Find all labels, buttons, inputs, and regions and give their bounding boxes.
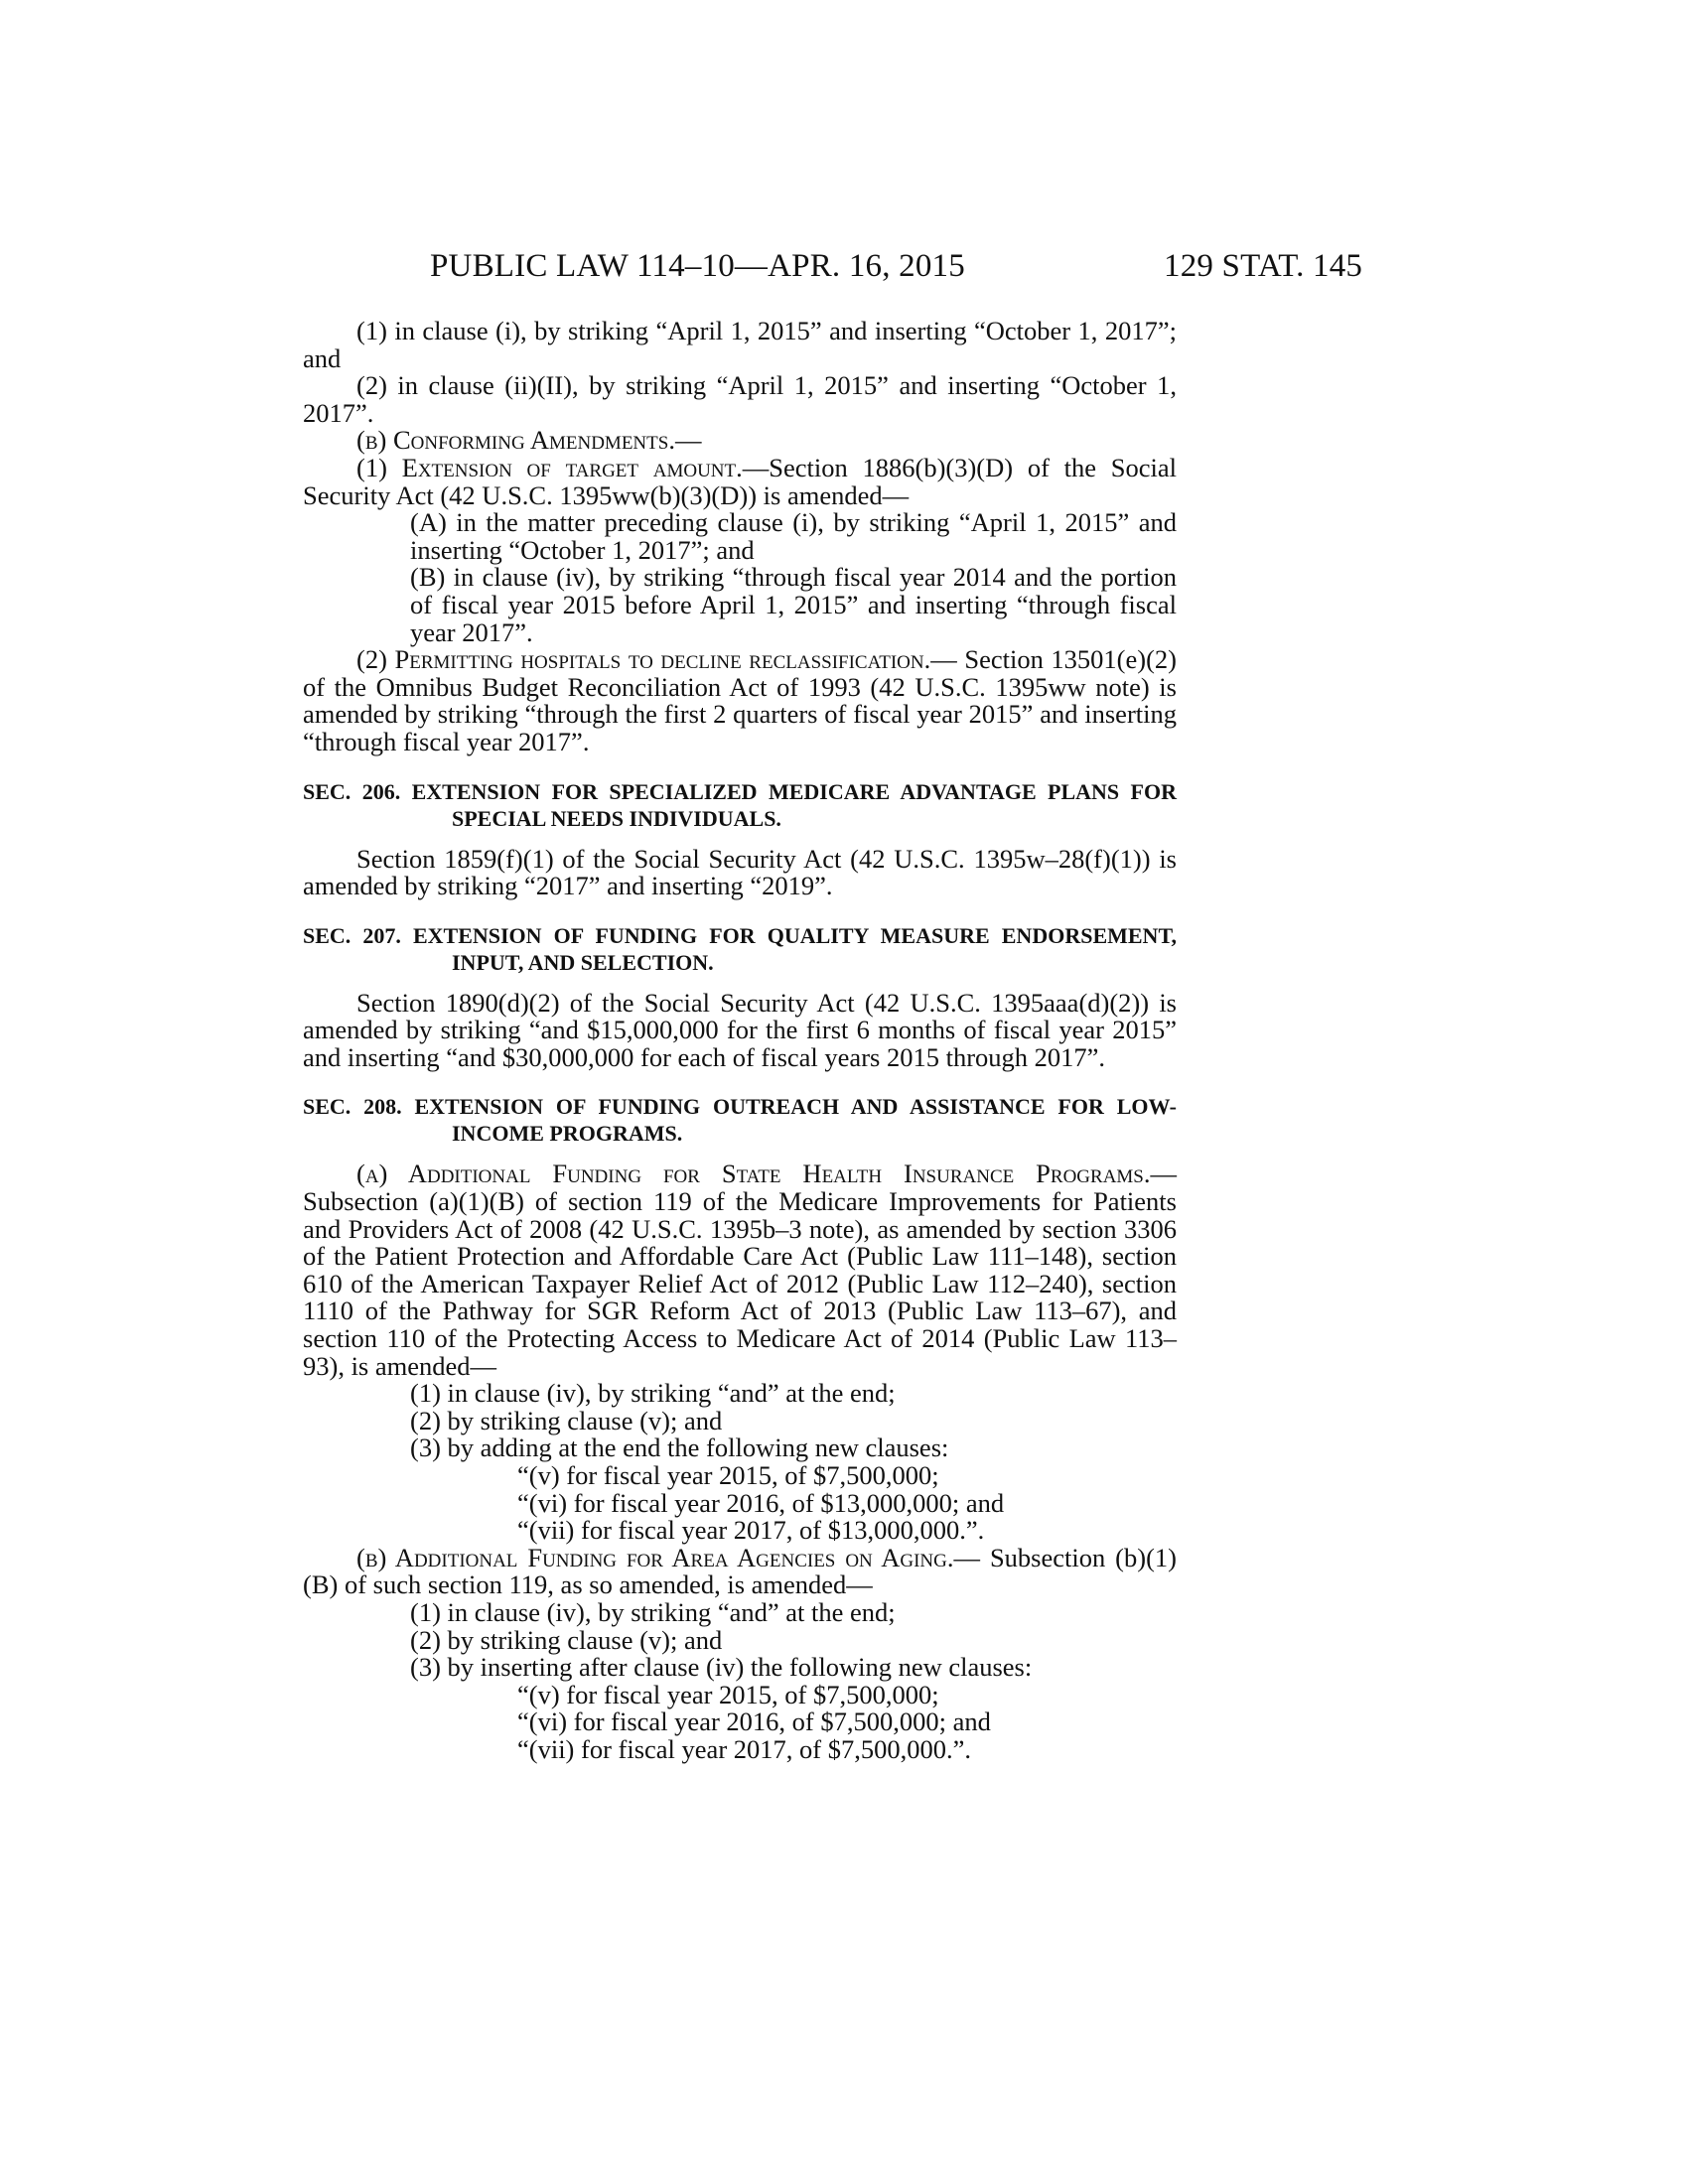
list-item: (2) by striking clause (v); and [410,1624,723,1655]
subparagraph: (B) in clause (iv), by striking “through fiscal year 2014 and the portion of fiscal year 2015 before April 1, 2015” and inserting “through fiscal year 2017”. [410,562,1177,647]
paragraph: (2) Permitting hospitals to decline reclassification.— Section 13501(e)(2) of the Omnibus Budget Reconciliation Act of 1993 (42 U.S.C. 1395ww note) is amended by striking “through the first 2 quarters of fiscal year 2015” and inserting “through fiscal year 2017”. [303,644,1177,756]
paragraph: Section 1859(f)(1) of the Social Security Act (42 U.S.C. 1395w–28(f)(1)) is amended by striking “2017” and inserting “2019”. [303,843,1177,901]
paragraph: (a) Additional Funding for State Health Insurance Programs.—Subsection (a)(1)(B) of section 119 of the Medicare Improvements for Patients and Providers Act of 2008 (42 U.S.C. 1395b–3 note), as amended by section 3306 of the Patient Protection and Affordable Care Act (Public Law 111–148), section 610 of the American Taxpayer Relief Act of 2012 (Public Law 112–240), section 1110 of the Pathway for SGR Reform Act of 2013 (Public Law 113–67), and section 110 of the Protecting Access to Medicare Act of 2014 (Public Law 113–93), is amended— [303,1159,1177,1381]
paragraph: (1) in clause (i), by striking “April 1, 2015” and inserting “October 1, 2017”; and [303,316,1177,373]
section-heading: SEC. 207. EXTENSION OF FUNDING FOR QUALITY MEASURE ENDORSEMENT, INPUT, AND SELECTION. [303,922,1177,975]
quoted-clause: “(vi) for fiscal year 2016, of $7,500,000; and [517,1706,991,1737]
running-header-stat: 129 STAT. 145 [1164,248,1363,284]
subparagraph: (A) in the matter preceding clause (i), by striking “April 1, 2015” and inserting “October 1, 2017”; and [410,507,1177,565]
document-body [303,318,1177,1764]
section-heading: SEC. 208. EXTENSION OF FUNDING OUTREACH AND ASSISTANCE FOR LOW-INCOME PROGRAMS. [303,1094,1177,1147]
list-item: (2) by striking clause (v); and [410,1405,723,1435]
section-heading: SEC. 206. EXTENSION FOR SPECIALIZED MEDICARE ADVANTAGE PLANS FOR SPECIAL NEEDS INDIVIDUALS. [303,778,1177,831]
paragraph: (1) Extension of target amount.—Section 1886(b)(3)(D) of the Social Security Act (42 U.S.C. 1395ww(b)(3)(D)) is amended— [303,452,1177,510]
quoted-clause: “(v) for fiscal year 2015, of $7,500,000; [517,1679,939,1709]
quoted-clause: “(vii) for fiscal year 2017, of $13,000,000.”. [517,1515,985,1546]
paragraph: Section 1890(d)(2) of the Social Security Act (42 U.S.C. 1395aaa(d)(2)) is amended by striking “and $15,000,000 for the first 6 months of fiscal year 2015” and inserting “and $30,000,000 for each of fiscal years 2015 through 2017”. [303,987,1177,1072]
quoted-clause: “(vi) for fiscal year 2016, of $13,000,000; and [517,1487,1005,1518]
list-item: (1) in clause (iv), by striking “and” at the end; [410,1596,896,1627]
quoted-clause: “(v) for fiscal year 2015, of $7,500,000; [517,1460,939,1490]
paragraph: (2) in clause (ii)(II), by striking “April 1, 2015” and inserting “October 1, 2017”. [303,370,1177,428]
subsection-heading: (b) Conforming Amendments.— [356,425,702,456]
running-header-law: PUBLIC LAW 114–10—APR. 16, 2015 [430,248,965,284]
list-item: (3) by inserting after clause (iv) the following new clauses: [410,1652,1033,1683]
list-item: (1) in clause (iv), by striking “and” at the end; [410,1378,896,1409]
quoted-clause: “(vii) for fiscal year 2017, of $7,500,000.”. [517,1733,971,1764]
list-item: (3) by adding at the end the following new clauses: [410,1433,949,1463]
paragraph: (b) Additional Funding for Area Agencies on Aging.— Subsection (b)(1)(B) of such section 119, as so amended, is amended— [303,1542,1177,1600]
